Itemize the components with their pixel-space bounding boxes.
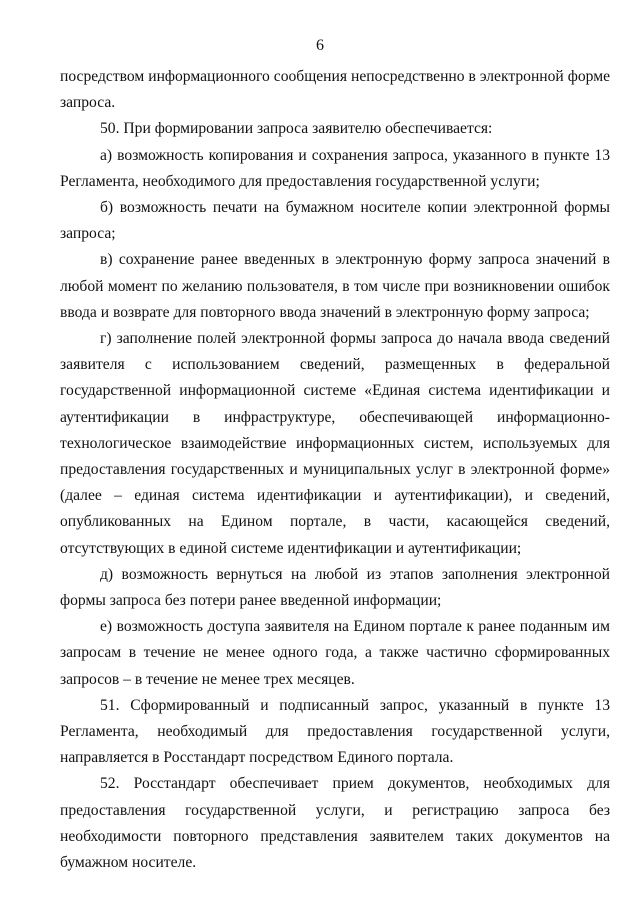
paragraph-50-g: г) заполнение полей электронной формы запроса до начала ввода сведений заявителя с использованием сведений, размещенных в федеральной государственной информационной системе «Единая система идентификации и аутентификации в инфраструктуре, обеспечивающей информационно-технологическое взаимодействие информационных систем, используемых для предоставления государственных и муниципальных услуг в электронной форме» (далее – единая система идентификации и аутентификации), и сведений, опубликованных на Едином портале, в части, касающейся сведений, отсутствующих в единой системе идентификации и аутентификации; — [60, 330, 610, 557]
paragraph-50-e: е) возможность доступа заявителя на Едином портале к ранее поданным им запросам в течение не менее одного года, а также частично сформированных запросов – в течение не менее трех месяцев. — [60, 618, 610, 688]
paragraph-52: 52. Росстандарт обеспечивает прием документов, необходимых для предоставления государственной услуги, и регистрацию запроса без необходимости повторного представления заявителем таких документов на бумажном носителе. — [60, 775, 610, 872]
paragraph-50-d: д) возможность вернуться на любой из этапов заполнения электронной формы запроса без потери ранее введенной информации; — [60, 565, 610, 610]
document-body — [60, 64, 610, 876]
paragraph-50: 50. При формировании запроса заявителю обеспечивается: — [100, 120, 493, 138]
paragraph-50-a: а) возможность копирования и сохранения запроса, указанного в пункте 13 Регламента, необходимого для предоставления государственной услуги; — [60, 146, 610, 190]
paragraph-50-v: в) сохранение ранее введенных в электронную форму запроса значений в любой момент по желанию пользователя, в том числе при возникновении ошибок ввода и возврате для повторного ввода значений в электронную форму запроса; — [60, 251, 610, 321]
page-number: 6 — [316, 37, 324, 54]
paragraph-51: 51. Сформированный и подписанный запрос, указанный в пункте 13 Регламента, необходимый для предоставления государственной услуги, направляется в Росстандарт посредством Единого портала. — [60, 696, 610, 767]
paragraph-continuation: посредством информационного сообщения непосредственно в электронной форме запроса. — [60, 68, 610, 112]
paragraph-50-b: б) возможность печати на бумажном носителе копии электронной формы запроса; — [60, 199, 610, 243]
